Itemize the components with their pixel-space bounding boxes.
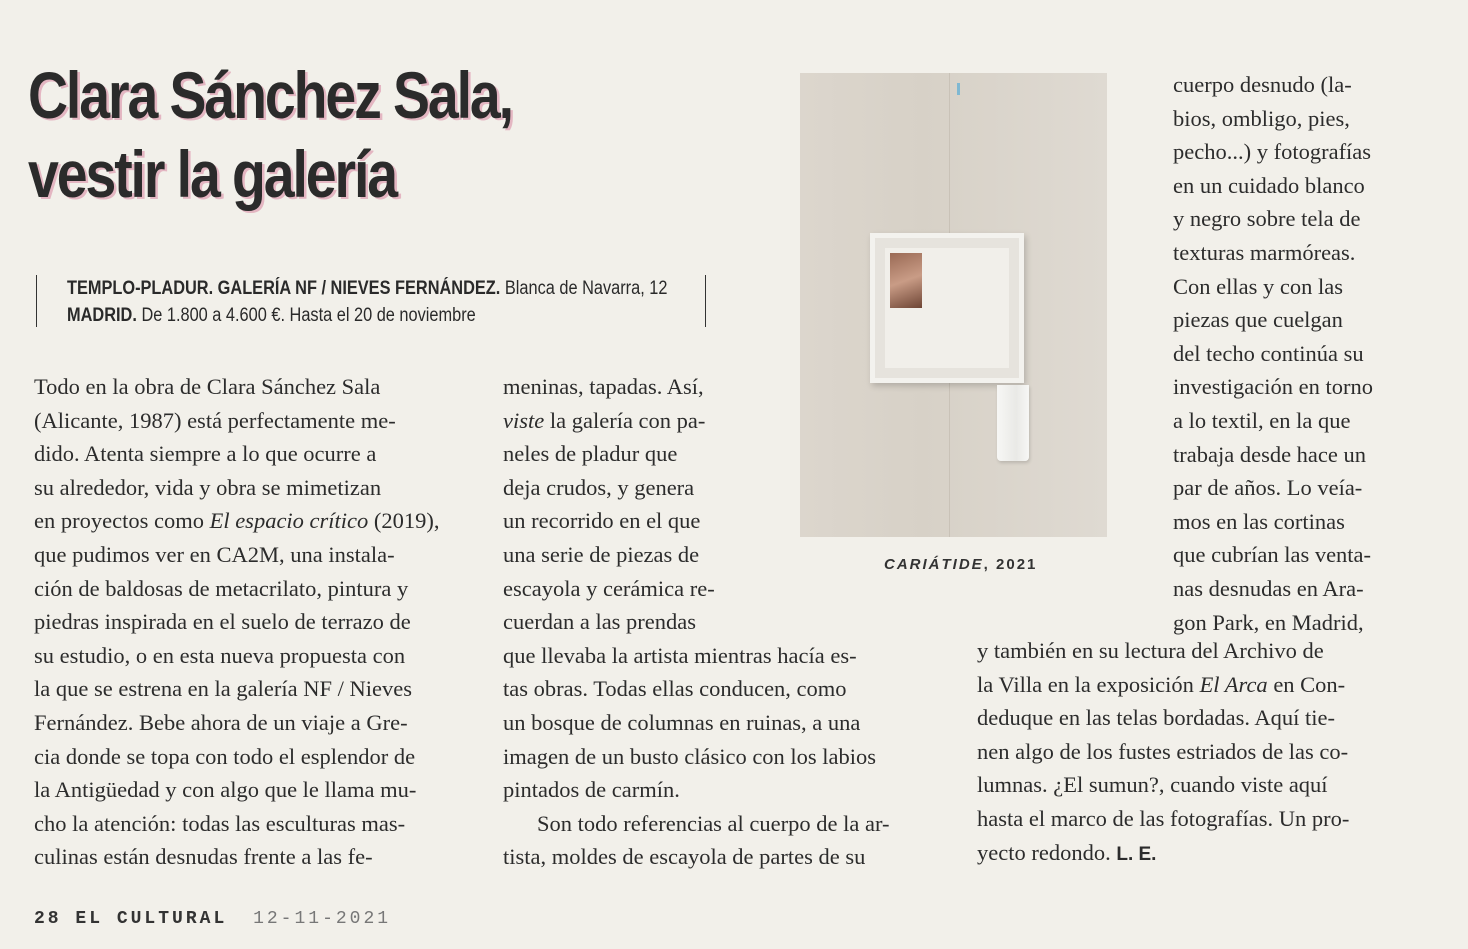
text-line: un recorrido en el que [503, 508, 701, 534]
text-fragment: la Villa en la exposición [977, 671, 1200, 697]
article-title [28, 56, 650, 213]
text-fragment: en Con- [1267, 671, 1346, 697]
body-column-4 [977, 634, 1407, 871]
text-line: texturas marmóreas. [1173, 239, 1356, 265]
text-line: que cubrían las venta- [1173, 542, 1372, 568]
text-line: la que se estrena en la galería NF / Nieves [34, 676, 412, 702]
text-line: que pudimos ver en CA2M, una instala- [34, 541, 395, 567]
text-line: tista, moldes de escayola de partes de su [503, 844, 866, 870]
text-line: cia donde se topa con todo el esplendor de [34, 743, 416, 769]
text-line [34, 504, 464, 538]
body-column-1 [34, 370, 464, 874]
text-line: piezas que cuelgan [1173, 307, 1343, 333]
text-line [977, 836, 1407, 872]
text-line: nen algo de los fustes estriados de las co- [977, 738, 1349, 764]
photo-caption [884, 556, 1038, 573]
text-line: su estudio, o en esta nueva propuesta con [34, 642, 406, 668]
text-line: piedras inspirada en el suelo de terrazo de [34, 609, 411, 635]
page-footer [34, 909, 391, 929]
text-line: investigación en torno [1173, 374, 1373, 400]
info-address: Blanca de Navarra, 12 [500, 278, 668, 299]
info-line-1 [67, 275, 668, 302]
text-fragment: en proyectos como [34, 508, 210, 534]
text-fragment: (2019), [368, 508, 440, 534]
body-column-3 [1173, 68, 1398, 639]
text-line: un bosque de columnas en ruinas, a una [503, 709, 861, 735]
text-fragment: yecto redondo. [977, 839, 1111, 865]
text-line: que llevaba la artista mientras hacía es- [503, 642, 857, 668]
wall-label-mark [957, 83, 960, 95]
hanging-cloth [997, 385, 1029, 461]
text-line: y también en su lectura del Archivo de [977, 638, 1324, 663]
text-line: tas obras. Todas ellas conducen, como [503, 676, 847, 702]
exhibition-info [36, 275, 706, 327]
info-city: MADRID. [67, 305, 137, 326]
italic-viste: viste [503, 407, 545, 433]
text-line: hasta el marco de las fotografías. Un pro- [977, 805, 1350, 831]
text-line: deduque en las telas bordadas. Aquí tie- [977, 705, 1336, 731]
text-line: Todo en la obra de Clara Sánchez Sala [34, 374, 381, 399]
text-line: cho la atención: todas las esculturas mas- [34, 810, 406, 836]
text-line: gon Park, en Madrid, [1173, 609, 1364, 635]
text-line: lumnas. ¿El sumun?, cuando viste aquí [977, 772, 1328, 798]
issue-date: 12-11-2021 [253, 909, 392, 929]
caption-year: , 2021 [983, 556, 1038, 573]
text-line: culinas están desnudas frente a las fe- [34, 844, 373, 870]
text-line: a lo textil, en la que [1173, 407, 1351, 433]
page-number: 28 [34, 909, 62, 929]
magazine-name: EL CULTURAL [75, 909, 228, 929]
text-line: una serie de piezas de [503, 541, 700, 567]
text-line: bios, ombligo, pies, [1173, 105, 1350, 131]
text-line: su alrededor, vida y obra se mimetizan [34, 474, 382, 500]
author-signature: L. E. [1116, 843, 1157, 865]
text-line: ción de baldosas de metacrilato, pintura y [34, 575, 409, 601]
info-price-dates: De 1.800 a 4.600 €. Hasta el 20 de noviembre [136, 305, 476, 326]
text-line: Son todo referencias al cuerpo de la ar- [537, 810, 890, 836]
text-line: pintados de carmín. [503, 777, 680, 803]
text-line: pecho...) y fotografías [1173, 139, 1372, 165]
text-line: Con ellas y con las [1173, 273, 1343, 299]
exhibition-title-el-arca: El Arca [1199, 671, 1268, 697]
artwork-photo [800, 73, 1107, 537]
info-line-2 [67, 302, 616, 329]
title-line-2: vestir la galería [28, 136, 397, 211]
text-line: y negro sobre tela de [1173, 206, 1361, 232]
text-line: par de años. Lo veía- [1173, 475, 1363, 501]
title-line-1: Clara Sánchez Sala, [28, 58, 512, 132]
text-line: trabaja desde hace un [1173, 441, 1367, 467]
sculpture-fragment [890, 253, 922, 308]
text-line: mos en las cortinas [1173, 508, 1345, 534]
text-line: cuerpo desnudo (la- [1173, 72, 1352, 97]
text-line: del techo continúa su [1173, 340, 1364, 366]
work-title-espacio-critico: El espacio crítico [209, 508, 369, 534]
text-line: imagen de un busto clásico con los labios [503, 743, 877, 769]
text-line: neles de pladur que [503, 441, 678, 467]
text-line: dido. Atenta siempre a lo que ocurre a [34, 441, 377, 467]
text-line [977, 668, 1407, 702]
text-line: Fernández. Bebe ahora de un viaje a Gre- [34, 709, 408, 735]
text-line: cuerdan a las prendas [503, 609, 697, 635]
info-venue: TEMPLO-PLADUR. GALERÍA NF / NIEVES FERNÁNDEZ. [67, 278, 501, 299]
text-line: escayola y cerámica re- [503, 575, 715, 601]
text-fragment: la galería con pa- [544, 407, 706, 433]
text-line: (Alicante, 1987) está perfectamente me- [34, 407, 396, 433]
text-line: la Antigüedad y con algo que le llama mu- [34, 777, 417, 803]
text-line: deja crudos, y genera [503, 474, 695, 500]
text-line: meninas, tapadas. Así, [503, 374, 704, 399]
text-line: en un cuidado blanco [1173, 172, 1365, 198]
caption-title: CARIÁTIDE [884, 556, 984, 573]
text-line: nas desnudas en Ara- [1173, 575, 1364, 601]
